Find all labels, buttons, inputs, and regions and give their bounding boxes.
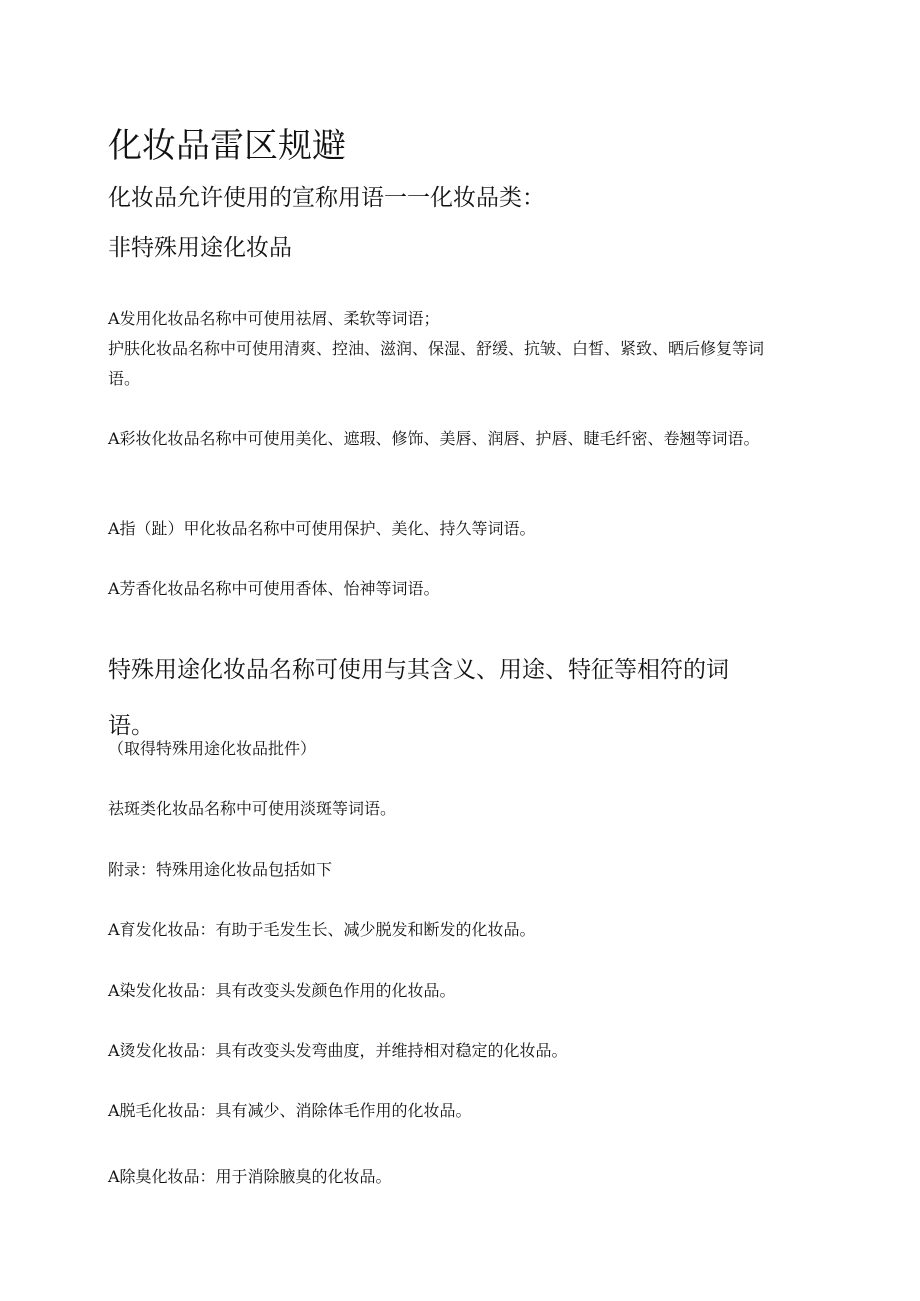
appendix-item-perm: A烫发化妆品：具有改变头发弯曲度，并维持相对稳定的化妆品。 [108,1041,568,1060]
document-title: 化妆品雷区规避 [108,126,346,166]
non-special-section-heading: 非特殊用途化妆品 [108,235,292,261]
appendix-heading: 附录：特殊用途化妆品包括如下 [108,860,333,879]
hair-cosmetics-line: A发用化妆品名称中可使用祛屑、柔软等词语； [108,309,440,328]
appendix-item-hair-removal: A脱毛化妆品：具有减少、消除体毛作用的化妆品。 [108,1101,472,1120]
allowed-claims-heading: 化妆品允许使用的宣称用语一一化妆品类： [108,185,545,211]
appendix-item-hair-growth: A育发化妆品：有助于毛发生长、减少脱发和断发的化妆品。 [108,920,536,939]
nail-cosmetics-line: A指（趾）甲化妆品名称中可使用保护、美化、持久等词语。 [108,519,536,538]
skincare-cosmetics-line: 护肤化妆品名称中可使用清爽、控油、滋润、保湿、舒缓、抗皱、白皙、紧致、晒后修复等词语。 [108,339,765,388]
freckle-removal-line: 祛斑类化妆品名称中可使用淡斑等词语。 [108,799,397,818]
appendix-item-deodorant: A除臭化妆品：用于消除腋臭的化妆品。 [108,1167,392,1186]
fragrance-cosmetics-line: A芳香化妆品名称中可使用香体、怡神等词语。 [108,579,440,598]
special-approval-note: （取得特殊用途化妆品批件） [108,739,317,758]
makeup-cosmetics-line: A彩妆化妆品名称中可使用美化、遮瑕、修饰、美唇、润唇、护唇、睫毛纤密、卷翘等词语。 [108,429,760,448]
special-section-heading: 特殊用途化妆品名称可使用与其含义、用途、特征等相符的词语。 [108,657,729,739]
appendix-item-hair-dye: A染发化妆品：具有改变头发颜色作用的化妆品。 [108,981,456,1000]
